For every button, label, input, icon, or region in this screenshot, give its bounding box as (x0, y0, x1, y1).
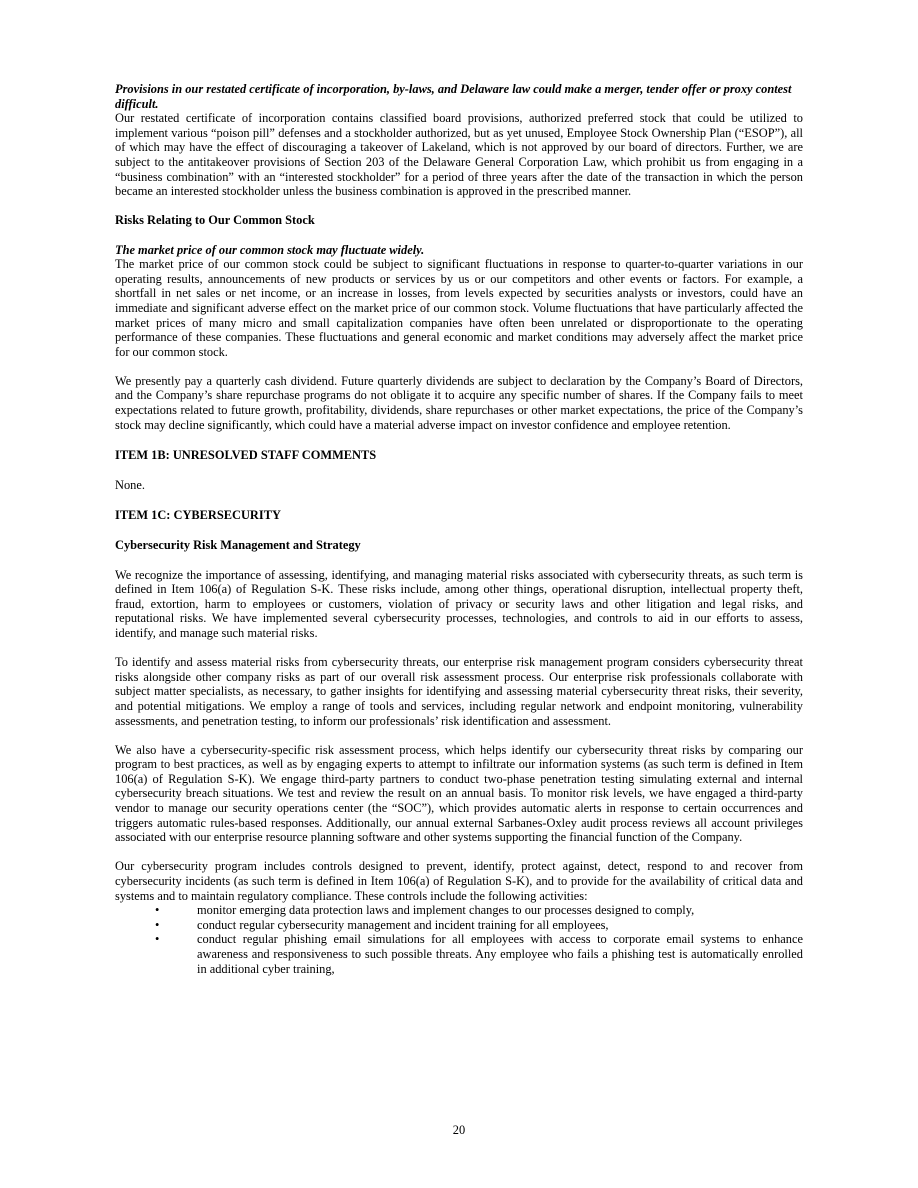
list-item-text: conduct regular cybersecurity management and incident training for all employees, (197, 917, 609, 932)
list-item-text: conduct regular phishing email simulations for all employees with access to corporate email systems to enhance awareness and responsiveness to such possible threats. Any employee who fails a phishing test is automatically enrolled in additional cyber training, (197, 932, 803, 976)
provisions-risk-heading: Provisions in our restated certificate of incorporation, by-laws, and Delaware law could make a merger, tender offer or proxy contest difficult. (115, 82, 792, 111)
bullet-icon: • (155, 932, 160, 947)
controls-bullet-list (115, 903, 803, 976)
page-number: 20 (452, 1123, 466, 1137)
bullet-icon: • (155, 903, 160, 918)
list-item (115, 903, 803, 918)
item-1b-body: None. (115, 477, 145, 492)
market-price-paragraph: The market price of our common stock could be subject to significant fluctuations in response to quarter-to-quarter variations in our operating results, announcements of new products or services by us or our competitors and other events or factors. For example, a shortfall in net sales or net income, or an increase in losses, from levels expected by securities analysts or investors, could have an immediate and significant adverse effect on the market price of our common stock. Volume fluctuations that have particularly affected the market prices of many micro and small capitalization companies have often been unrelated or disproportionate to the operating performance of these companies. These fluctuations and general economic and market conditions may adversely affect the market price for our common stock. (115, 257, 803, 359)
list-item-text: monitor emerging data protection laws and implement changes to our processes designed to comply, (197, 903, 695, 918)
item-1c-heading: ITEM 1C: CYBERSECURITY (115, 507, 281, 522)
common-stock-section-heading: Risks Relating to Our Common Stock (115, 213, 315, 228)
list-item (115, 918, 803, 933)
cybersecurity-paragraph-3: We also have a cybersecurity-specific risk assessment process, which helps identify our cybersecurity threat risks by comparing our program to best practices, as well as by engaging experts to attempt to infiltrate our information systems (as such term is defined in Item 106(a) of Regulation S-K). We engage third-party partners to conduct two-phase penetration testing simulating external and internal cybersecurity breach situations. We test and review the result on an annual basis. To monitor risk levels, we have engaged a third-party vendor to manage our security operations center (the “SOC”), which provides automatic alerts in response to certain occurrences and triggers automatic rules-based responses. Additionally, our annual external Sarbanes-Oxley audit process reviews all account privileges associated with our enterprise resource planning software and other systems supporting the financial function of the Company. (115, 742, 803, 845)
cybersecurity-paragraph-2: To identify and assess material risks from cybersecurity threats, our enterprise risk management program considers cybersecurity threat risks alongside other company risks as part of our overall risk assessment process. Our enterprise risk professionals collaborate with subject matter specialists, as necessary, to gather insights for identifying and assessing material cybersecurity threat risks, their severity, and potential mitigations. We employ a range of tools and services, including regular network and endpoint monitoring, vulnerability assessments, and penetration testing, to inform our professionals’ risk identification and assessment. (115, 655, 803, 728)
cybersecurity-paragraph-4: Our cybersecurity program includes controls designed to prevent, identify, protect against, detect, respond to and recover from cybersecurity incidents (as such term is defined in Item 106(a) of Regulation S-K), and to provide for the availability of critical data and systems and to maintain regulatory compliance. These controls include the following activities: (115, 859, 803, 903)
bullet-icon: • (155, 917, 160, 932)
risk-management-subheading: Cybersecurity Risk Management and Strategy (115, 537, 361, 552)
document-page (115, 82, 803, 976)
list-item (115, 932, 803, 976)
cybersecurity-paragraph-1: We recognize the importance of assessing, identifying, and managing material risks associated with cybersecurity threats, as such term is defined in Item 106(a) of Regulation S-K. These risks include, among other things, operational disruption, intellectual property theft, fraud, extortion, harm to employees or customers, violation of privacy or security laws and other litigation and legal risks, and reputational risks. We have implemented several cybersecurity processes, technologies, and controls to aid in our efforts to assess, identify, and manage such material risks. (115, 567, 803, 640)
item-1b-heading: ITEM 1B: UNRESOLVED STAFF COMMENTS (115, 447, 377, 462)
dividend-paragraph: We presently pay a quarterly cash dividend. Future quarterly dividends are subject to declaration by the Company’s Board of Directors, and the Company’s share repurchase programs do not obligate it to acquire any specific number of shares. If the Company fails to meet expectations related to future growth, profitability, dividends, share repurchases or other market expectations, the price of the Company’s stock may decline significantly, which could have a material adverse impact on investor confidence and employee retention. (115, 373, 803, 432)
provisions-paragraph: Our restated certificate of incorporation contains classified board provisions, authorized preferred stock that could be utilized to implement various “poison pill” defenses and a stockholder authorized, but as yet unused, Employee Stock Ownership Plan (“ESOP”), all of which may have the effect of discouraging a takeover of Lakeland, which is not approved by our board of directors. Further, we are subject to the antitakeover provisions of Section 203 of the Delaware General Corporation Law, which prohibit us from engaging in a “business combination” with an “interested stockholder” for a period of three years after the date of the transaction in which the person became an interested stockholder unless the business combination is approved in the prescribed manner. (115, 111, 803, 199)
market-price-risk-heading: The market price of our common stock may fluctuate widely. (115, 242, 425, 257)
